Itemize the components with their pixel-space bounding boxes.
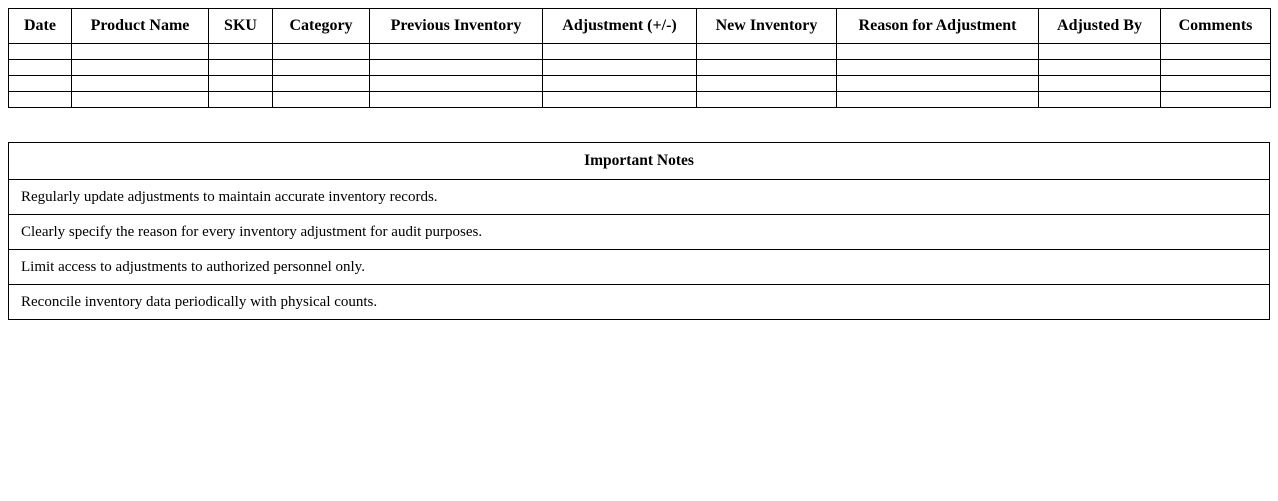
table-cell[interactable] <box>370 76 543 92</box>
note-item: Regularly update adjustments to maintain accurate inventory records. <box>9 180 1270 215</box>
column-header-product-name: Product Name <box>72 9 209 44</box>
table-cell[interactable] <box>209 76 273 92</box>
table-cell[interactable] <box>9 60 72 76</box>
table-cell[interactable] <box>1161 44 1271 60</box>
note-row <box>9 250 1270 285</box>
table-cell[interactable] <box>273 60 370 76</box>
table-cell[interactable] <box>209 44 273 60</box>
table-cell[interactable] <box>72 92 209 108</box>
notes-header-row <box>9 143 1270 180</box>
table-cell[interactable] <box>370 92 543 108</box>
notes-title: Important Notes <box>9 143 1270 180</box>
table-cell[interactable] <box>273 44 370 60</box>
column-header-adjustment: Adjustment (+/-) <box>543 9 697 44</box>
table-cell[interactable] <box>370 44 543 60</box>
column-header-comments: Comments <box>1161 9 1271 44</box>
table-cell[interactable] <box>72 44 209 60</box>
table-cell[interactable] <box>72 60 209 76</box>
table-cell[interactable] <box>9 92 72 108</box>
note-item: Clearly specify the reason for every inventory adjustment for audit purposes. <box>9 215 1270 250</box>
table-body <box>9 44 1271 108</box>
table-cell[interactable] <box>543 60 697 76</box>
table-cell[interactable] <box>1039 44 1161 60</box>
table-cell[interactable] <box>72 76 209 92</box>
note-row <box>9 215 1270 250</box>
table-cell[interactable] <box>1161 76 1271 92</box>
note-row <box>9 285 1270 320</box>
table-cell[interactable] <box>697 92 837 108</box>
table-cell[interactable] <box>1039 92 1161 108</box>
column-header-reason: Reason for Adjustment <box>837 9 1039 44</box>
important-notes-table <box>8 142 1270 320</box>
table-cell[interactable] <box>543 92 697 108</box>
table-cell[interactable] <box>273 76 370 92</box>
table-cell[interactable] <box>697 76 837 92</box>
table-row <box>9 44 1271 60</box>
note-item: Limit access to adjustments to authorized personnel only. <box>9 250 1270 285</box>
column-header-category: Category <box>273 9 370 44</box>
table-cell[interactable] <box>1039 60 1161 76</box>
table-cell[interactable] <box>837 76 1039 92</box>
table-cell[interactable] <box>209 92 273 108</box>
table-row <box>9 92 1271 108</box>
table-cell[interactable] <box>837 92 1039 108</box>
column-header-previous-inventory: Previous Inventory <box>370 9 543 44</box>
table-cell[interactable] <box>697 44 837 60</box>
table-cell[interactable] <box>1039 76 1161 92</box>
table-row <box>9 76 1271 92</box>
column-header-sku: SKU <box>209 9 273 44</box>
column-header-date: Date <box>9 9 72 44</box>
table-cell[interactable] <box>209 60 273 76</box>
table-cell[interactable] <box>837 60 1039 76</box>
table-cell[interactable] <box>697 60 837 76</box>
table-cell[interactable] <box>9 44 72 60</box>
table-header-row <box>9 9 1271 44</box>
table-cell[interactable] <box>9 76 72 92</box>
note-row <box>9 180 1270 215</box>
table-cell[interactable] <box>837 44 1039 60</box>
table-row <box>9 60 1271 76</box>
column-header-new-inventory: New Inventory <box>697 9 837 44</box>
note-item: Reconcile inventory data periodically with physical counts. <box>9 285 1270 320</box>
column-header-adjusted-by: Adjusted By <box>1039 9 1161 44</box>
table-cell[interactable] <box>1161 92 1271 108</box>
table-cell[interactable] <box>1161 60 1271 76</box>
inventory-adjustments-table <box>8 8 1271 108</box>
table-cell[interactable] <box>273 92 370 108</box>
table-cell[interactable] <box>370 60 543 76</box>
table-cell[interactable] <box>543 44 697 60</box>
table-cell[interactable] <box>543 76 697 92</box>
